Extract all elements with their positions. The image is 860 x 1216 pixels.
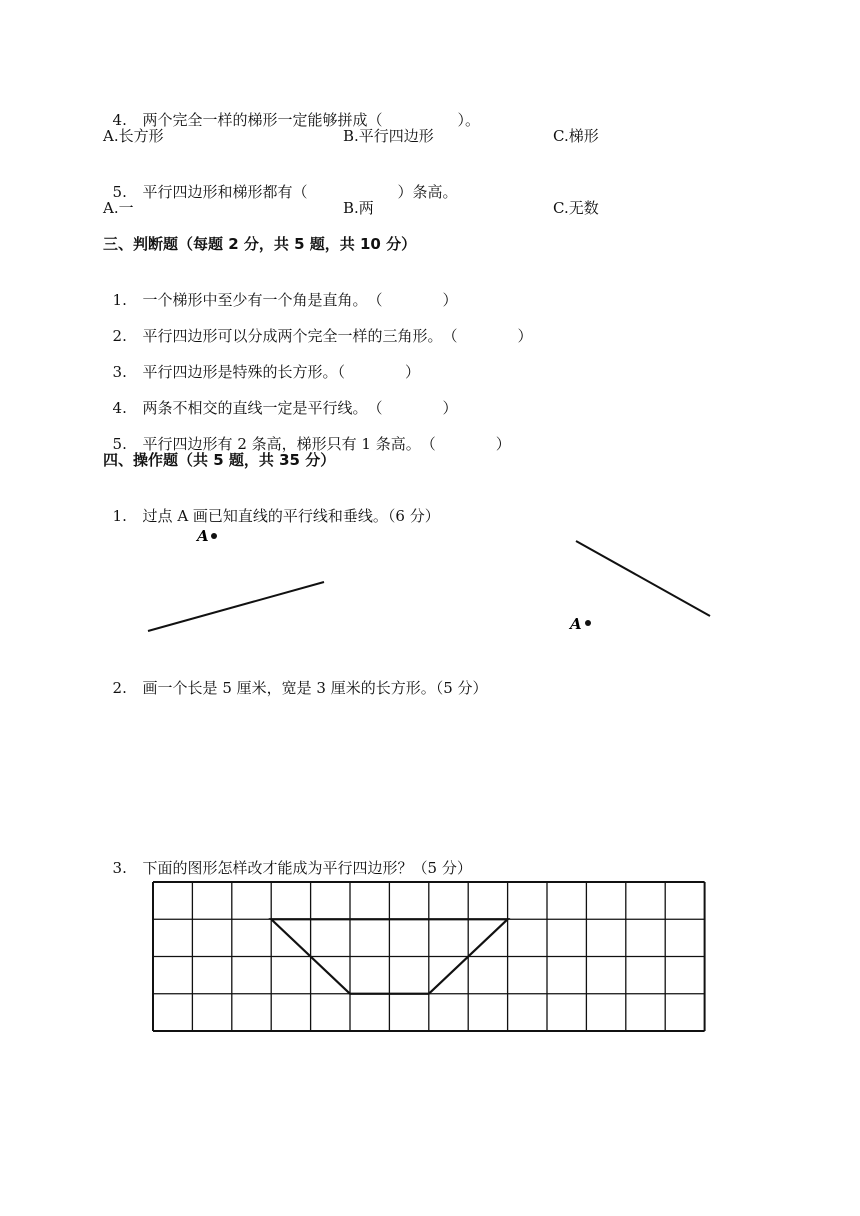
question-number: 2. (112, 327, 127, 345)
option-b: B.两 (343, 199, 374, 217)
question-text: 平行四边形和梯形都有（ ）条高。 (142, 183, 458, 201)
option-a: A.一 (103, 199, 134, 217)
question-number: 1. (112, 507, 127, 525)
question-number: 5. (112, 435, 127, 453)
section-title: 四、操作题（共 5 题，共 35 分） (103, 451, 336, 469)
question-text: 平行四边形有 2 条高，梯形只有 1 条高。 （ ） (142, 435, 511, 453)
option-b: B.平行四边形 (343, 127, 434, 145)
question-number: 4. (112, 399, 127, 417)
question-number: 1. (112, 291, 127, 309)
question-text: 一个梯形中至少有一个角是直角。 （ ） (142, 291, 458, 309)
question-number: 3. (112, 859, 127, 877)
option-a: A.长方形 (103, 127, 164, 145)
option-c: C.梯形 (553, 127, 599, 145)
question-text: 过点 A 画已知直线的平行线和垂线。（6 分） (142, 507, 440, 525)
question-text: 两个完全一样的梯形一定能够拼成（ ）。 (142, 111, 481, 129)
question-number: 5. (112, 183, 127, 201)
option-c: C.无数 (553, 199, 599, 217)
question-number: 2. (112, 679, 127, 697)
question-text: 画一个长是 5 厘米，宽是 3 厘米的长方形。（5 分） (142, 679, 488, 697)
question-text: 下面的图形怎样改才能成为平行四边形？（5 分） (142, 859, 472, 877)
question-number: 4. (112, 111, 127, 129)
point-a-label-right: A (570, 615, 582, 633)
question-text: 两条不相交的直线一定是平行线。 （ ） (142, 399, 458, 417)
point-a-label-left: A (197, 527, 209, 545)
question-text: 平行四边形可以分成两个完全一样的三角形。 （ ） (142, 327, 533, 345)
question-text: 平行四边形是特殊的长方形。（ ） (142, 363, 421, 381)
question-number: 3. (112, 363, 127, 381)
section-title: 三、判断题（每题 2 分，共 5 题，共 10 分） (103, 235, 417, 253)
